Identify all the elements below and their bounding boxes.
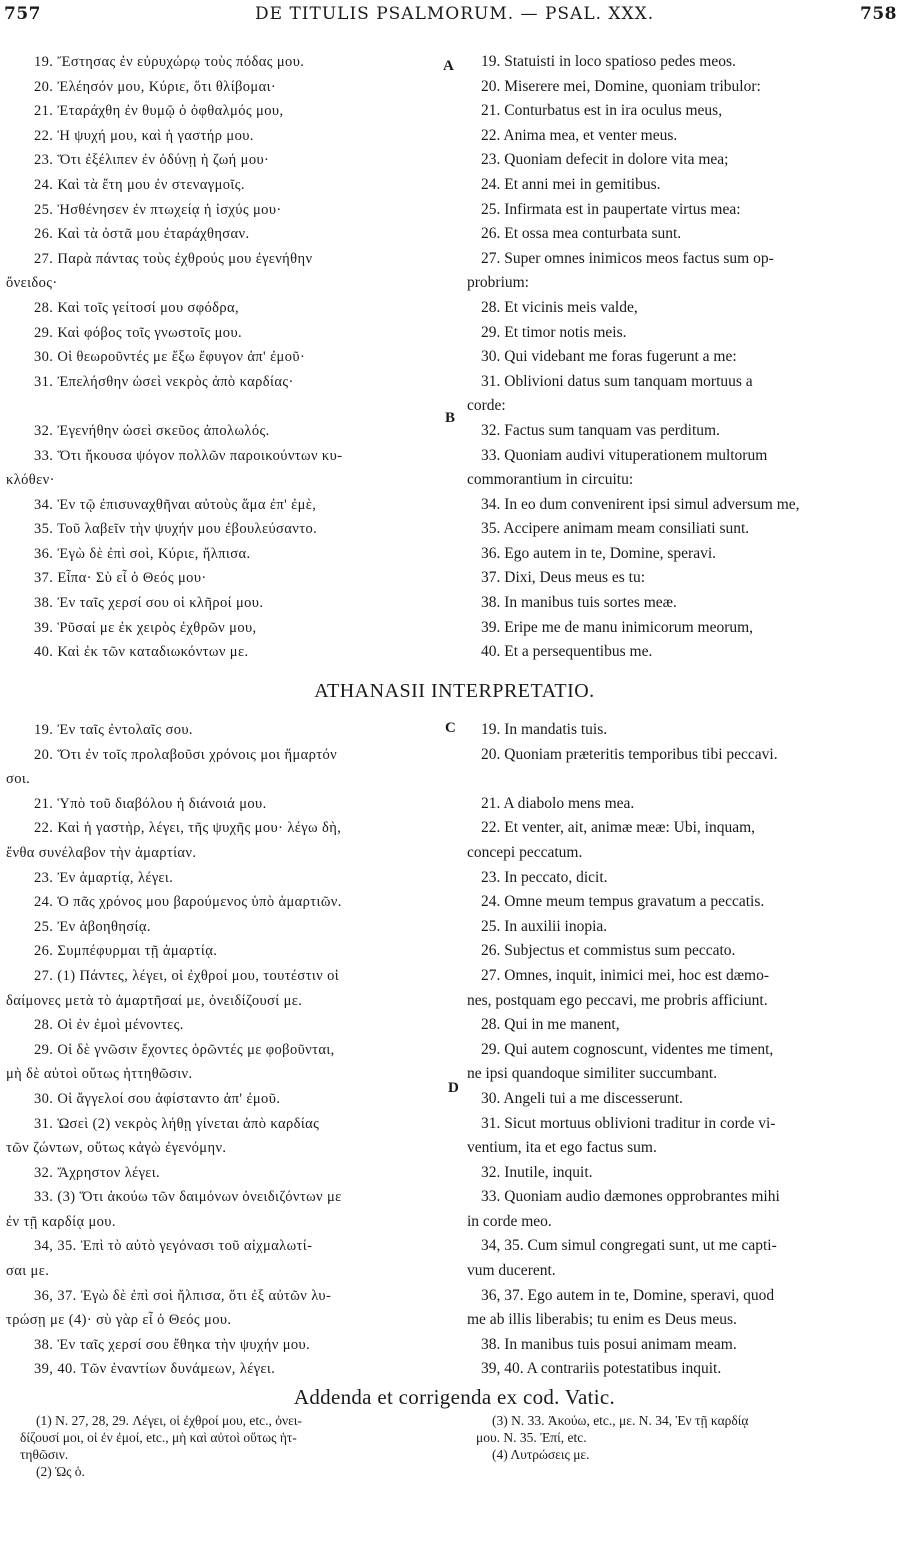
running-title: DE TITULIS PSALMORUM. — PSAL. XXX. [255, 4, 655, 24]
text-line: 22. Et venter, ait, animæ meæ: Ubi, inquam, [481, 819, 756, 837]
text-line: 30. Qui videbant me foras fugerunt a me: [481, 348, 737, 366]
text-line: 23. Ἐν ἁμαρτίᾳ, λέγει. [34, 869, 174, 886]
text-line: 31. Oblivioni datus sum tanquam mortuus a [481, 372, 753, 390]
page-header [0, 0, 909, 30]
text-line: 34, 35. Cum simul congregati sunt, ut me capti- [481, 1237, 777, 1255]
text-line: 19. Ἐν ταῖς ἐντολαῖς σου. [34, 722, 193, 738]
text-line: 24. Et anni mei in gemitibus. [481, 175, 661, 193]
text-line: 21. Ἐταράχθη ἐν θυμῷ ὁ ὀφθαλμός μου, [34, 103, 284, 120]
text-line: nes, postquam ego peccavi, me probris afficiunt. [467, 991, 768, 1009]
text-line: τῶν ζώντων, οὕτως κἀγὼ ἐγενόμην. [6, 1140, 227, 1157]
text-line: μὴ δὲ αὐτοὶ οὕτως ἡττηθῶσιν. [6, 1066, 193, 1083]
text-line: 25. Ἐν ἀβοηθησίᾳ. [34, 918, 151, 935]
text-line: 35. Accipere animam meam consiliati sunt. [481, 520, 750, 538]
text-line: 25. Ἠσθένησεν ἐν πτωχείᾳ ἡ ἰσχύς μου· [34, 201, 282, 218]
text-line: probrium: [467, 274, 529, 292]
text-line: 22. Anima mea, et venter meus. [481, 126, 678, 144]
text-line: 28. Καὶ τοῖς γείτοσί μου σφόδρα, [34, 299, 240, 316]
text-line: ἐν τῇ καρδίᾳ μου. [6, 1213, 116, 1230]
text-line: 36, 37. Ἐγὼ δὲ ἐπὶ σοὶ ἤλπισα, ὅτι ἐξ αὐτῶν λυ- [34, 1287, 332, 1304]
section2-latin-column [467, 718, 897, 1382]
text-line: 40. Et a persequentibus me. [481, 643, 653, 661]
text-line: ventium, ita et ego factus sum. [467, 1139, 657, 1157]
text-line: 19. Ἔστησας ἐν εὐρυχώρῳ τοὺς πόδας μου. [34, 54, 305, 70]
section2-greek-column [6, 718, 446, 1382]
text-line: 28. Et vicinis meis valde, [481, 298, 638, 316]
text-line: ἔνθα συνέλαβον τὴν ἁμαρτίαν. [6, 844, 197, 861]
text-line: σοι. [6, 771, 31, 788]
text-line: 32. Ἄχρηστον λέγει. [34, 1164, 161, 1181]
text-line: vum ducerent. [467, 1262, 556, 1280]
text-line: 22. Ἡ ψυχή μου, καὶ ἡ γαστήρ μου. [34, 127, 254, 144]
text-line: 25. Infirmata est in paupertate virtus mea: [481, 200, 741, 218]
text-line: 30. Οἱ ἄγγελοί σου ἀφίσταντο ἀπ' ἐμοῦ. [34, 1090, 281, 1107]
text-line: 27. Super omnes inimicos meos factus sum op- [481, 249, 774, 267]
text-line: 25. In auxilii inopia. [481, 917, 608, 935]
text-line: 33. Quoniam audio dæmones opprobrantes mihi [481, 1188, 780, 1206]
text-line: concepi peccatum. [467, 843, 583, 861]
text-line: 26. Συμπέφυρμαι τῇ ἁμαρτίᾳ. [34, 943, 218, 960]
text-line: 27. Omnes, inquit, inimici mei, hoc est dæmo- [481, 966, 770, 984]
text-line: 39, 40. A contrariis potestatibus inquit. [481, 1360, 722, 1378]
text-line: 30. Angeli tui a me discesserunt. [481, 1089, 683, 1107]
addenda-notes-right [476, 1412, 896, 1463]
margin-marker-d: D [448, 1080, 459, 1096]
text-line: 34, 35. Ἐπὶ τὸ αὐτὸ γεγόνασι τοῦ αἰχμαλωτί- [34, 1238, 313, 1255]
section1-latin-column [467, 50, 897, 665]
text-line: 37. Εἶπα· Σὺ εἶ ὁ Θεός μου· [34, 570, 207, 587]
text-line: 26. Καὶ τὰ ὀστᾶ μου ἐταράχθησαν. [34, 226, 250, 243]
text-line: 29. Et timor notis meis. [481, 323, 627, 341]
text-line: 21. Conturbatus est in ira oculus meus, [481, 102, 723, 120]
text-line: 30. Οἱ θεωροῦντές με ἔξω ἔφυγον ἀπ' ἐμοῦ· [34, 349, 306, 366]
section-title: ATHANASII INTERPRETATIO. [314, 680, 595, 702]
text-line: 31. Ἐπελήσθην ὡσεὶ νεκρὸς ἀπὸ καρδίας· [34, 373, 294, 390]
text-line: 31. Ὡσεὶ (2) νεκρὸς λήθῃ γίνεται ἀπὸ καρδίας [34, 1115, 320, 1132]
text-line: 38. In manibus tuis sortes meæ. [481, 594, 677, 612]
text-line: 28. Οἱ ἐν ἐμοὶ μένοντες. [34, 1017, 184, 1034]
text-line: me ab illis liberabis; tu enim es Deus meus. [467, 1311, 737, 1329]
text-line: 24. Omne meum tempus gravatum a peccatis. [481, 893, 765, 911]
text-line: 23. Quoniam defecit in dolore vita mea; [481, 151, 729, 169]
text-line: 22. Καὶ ἡ γαστὴρ, λέγει, τῆς ψυχῆς μου· λέγω δὴ, [34, 820, 342, 837]
footnote-line: (4) Λυτρώσεις με. [492, 1447, 590, 1462]
footnote-line: τηθῶσιν. [20, 1447, 69, 1462]
text-line: 28. Qui in me manent, [481, 1016, 620, 1034]
text-line: 40. Καὶ ἐκ τῶν καταδιωκόντων με. [34, 644, 249, 661]
page-number-right: 758 [860, 4, 897, 24]
footnote-line: (2) Ὡς ὁ. [36, 1464, 85, 1479]
text-line: corde: [467, 397, 506, 415]
text-line: 34. Ἐν τῷ ἐπισυναχθῆναι αὐτοὺς ἅμα ἐπ' ἐμὲ, [34, 496, 317, 513]
text-line: 38. Ἐν ταῖς χερσί σου ἔθηκα τὴν ψυχήν μου. [34, 1336, 311, 1353]
footnote-line: (1) N. 27, 28, 29. Λέγει, οἱ ἐχθροί μου, etc., ὀνει- [36, 1413, 302, 1428]
text-line: 32. Ἐγενήθην ὡσεὶ σκεῦος ἀπολωλός. [34, 422, 270, 439]
text-line: 26. Et ossa mea conturbata sunt. [481, 225, 682, 243]
text-line: 26. Subjectus et commistus sum peccato. [481, 942, 736, 960]
text-line: σαι με. [6, 1263, 50, 1280]
text-line: 24. Καὶ τὰ ἔτη μου ἐν στεναγμοῖς. [34, 176, 245, 193]
addenda-notes-left [20, 1412, 450, 1480]
text-line: 27. (1) Πάντες, λέγει, οἱ ἐχθροί μου, τουτέστιν οἱ [34, 967, 340, 984]
text-line: 33. (3) Ὅτι ἀκούω τῶν δαιμόνων ὀνειδιζόντων με [34, 1189, 342, 1206]
text-line: 19. In mandatis tuis. [481, 721, 608, 738]
text-line: 39. Ῥῦσαί με ἐκ χειρὸς ἐχθρῶν μου, [34, 619, 257, 636]
text-line: 21. Ὑπὸ τοῦ διαβόλου ἡ διάνοιά μου. [34, 795, 267, 812]
text-line: 39. Eripe me de manu inimicorum meorum, [481, 618, 754, 636]
text-line: 31. Sicut mortuus oblivioni traditur in corde vi- [481, 1114, 776, 1132]
footnote-line: μου. N. 35. Ἐπί, etc. [476, 1430, 587, 1445]
margin-marker-a: A [443, 58, 454, 74]
text-line: κλόθεν· [6, 472, 55, 489]
text-line: 35. Τοῦ λαβεῖν τὴν ψυχήν μου ἐβουλεύσαντο. [34, 521, 318, 538]
text-line: commorantium in circuitu: [467, 471, 634, 489]
text-line: τρώσῃ με (4)· σὺ γὰρ εἶ ὁ Θεός μου. [6, 1312, 232, 1329]
text-line: 37. Dixi, Deus meus es tu: [481, 569, 646, 587]
text-line: ne ipsi quandoque similiter succumbant. [467, 1065, 718, 1083]
text-line: 33. Ὅτι ἤκουσα ψόγον πολλῶν παροικούντων κυ- [34, 447, 343, 464]
text-line: 19. Statuisti in loco spatioso pedes meos. [481, 53, 736, 70]
text-line: δαίμονες μετὰ τὸ ἁμαρτῆσαί με, ὀνειδίζουσί με. [6, 992, 303, 1009]
text-line: 34. In eo dum convenirent ipsi simul adversum me, [481, 495, 800, 513]
text-line: 29. Οἱ δὲ γνῶσιν ἔχοντες ὁρῶντές με φοβοῦνται, [34, 1041, 335, 1058]
footnote-line: (3) N. 33. Ἀκούω, etc., με. N. 34, Ἐν τῇ καρδίᾳ [492, 1413, 749, 1428]
text-line: 39, 40. Τῶν ἐναντίων δυνάμεων, λέγει. [34, 1361, 276, 1378]
footnote-line: δίζουσί μοι, οἱ ἐν ἐμοί, etc., μὴ καὶ αὐτοὶ οὕτως ἡτ- [20, 1430, 297, 1445]
text-line: 20. Miserere mei, Domine, quoniam tribulor: [481, 77, 761, 95]
text-line: 20. Quoniam præteritis temporibus tibi peccavi. [481, 745, 778, 763]
addenda-title: Addenda et corrigenda ex cod. Vatic. [293, 1385, 616, 1409]
text-line: 36. Ego autem in te, Domine, speravi. [481, 544, 717, 562]
text-line: 33. Quoniam audivi vituperationem multorum [481, 446, 768, 464]
margin-marker-b: B [445, 410, 456, 426]
text-line: 29. Qui autem cognoscunt, videntes me timent, [481, 1040, 774, 1058]
text-line: 27. Παρὰ πάντας τοὺς ἐχθρούς μου ἐγενήθην [34, 250, 313, 267]
section1-greek-column [6, 50, 446, 665]
text-line: 20. Ἐλέησόν μου, Κύριε, ὅτι θλίβομαι· [34, 78, 277, 95]
text-line: 36. Ἐγὼ δὲ ἐπὶ σοὶ, Κύριε, ἤλπισα. [34, 545, 251, 562]
text-line: 32. Factus sum tanquam vas perditum. [481, 421, 720, 439]
text-line: 23. In peccato, dicit. [481, 868, 608, 886]
page-number-left: 757 [4, 4, 41, 24]
text-line: 29. Καὶ φόβος τοῖς γνωστοῖς μου. [34, 324, 243, 341]
margin-marker-c: C [445, 720, 456, 736]
text-line: ὄνειδος· [6, 275, 58, 292]
text-line: 32. Inutile, inquit. [481, 1163, 593, 1181]
text-line: 21. A diabolo mens mea. [481, 794, 635, 812]
text-line: 24. Ὁ πᾶς χρόνος μου βαρούμενος ὑπὸ ἁμαρτιῶν. [34, 894, 342, 911]
text-line: 38. In manibus tuis posui animam meam. [481, 1335, 737, 1353]
text-line: 36, 37. Ego autem in te, Domine, speravi, quod [481, 1286, 775, 1304]
text-line: 20. Ὅτι ἐν τοῖς προλαβοῦσι χρόνοις μοι ἥμαρτόν [34, 746, 338, 763]
text-line: in corde meo. [467, 1212, 552, 1230]
text-line: 38. Ἐν ταῖς χερσί σου οἱ κλῆροί μου. [34, 595, 264, 612]
text-line: 23. Ὅτι ἐξέλιπεν ἐν ὀδύνῃ ἡ ζωή μου· [34, 152, 270, 169]
